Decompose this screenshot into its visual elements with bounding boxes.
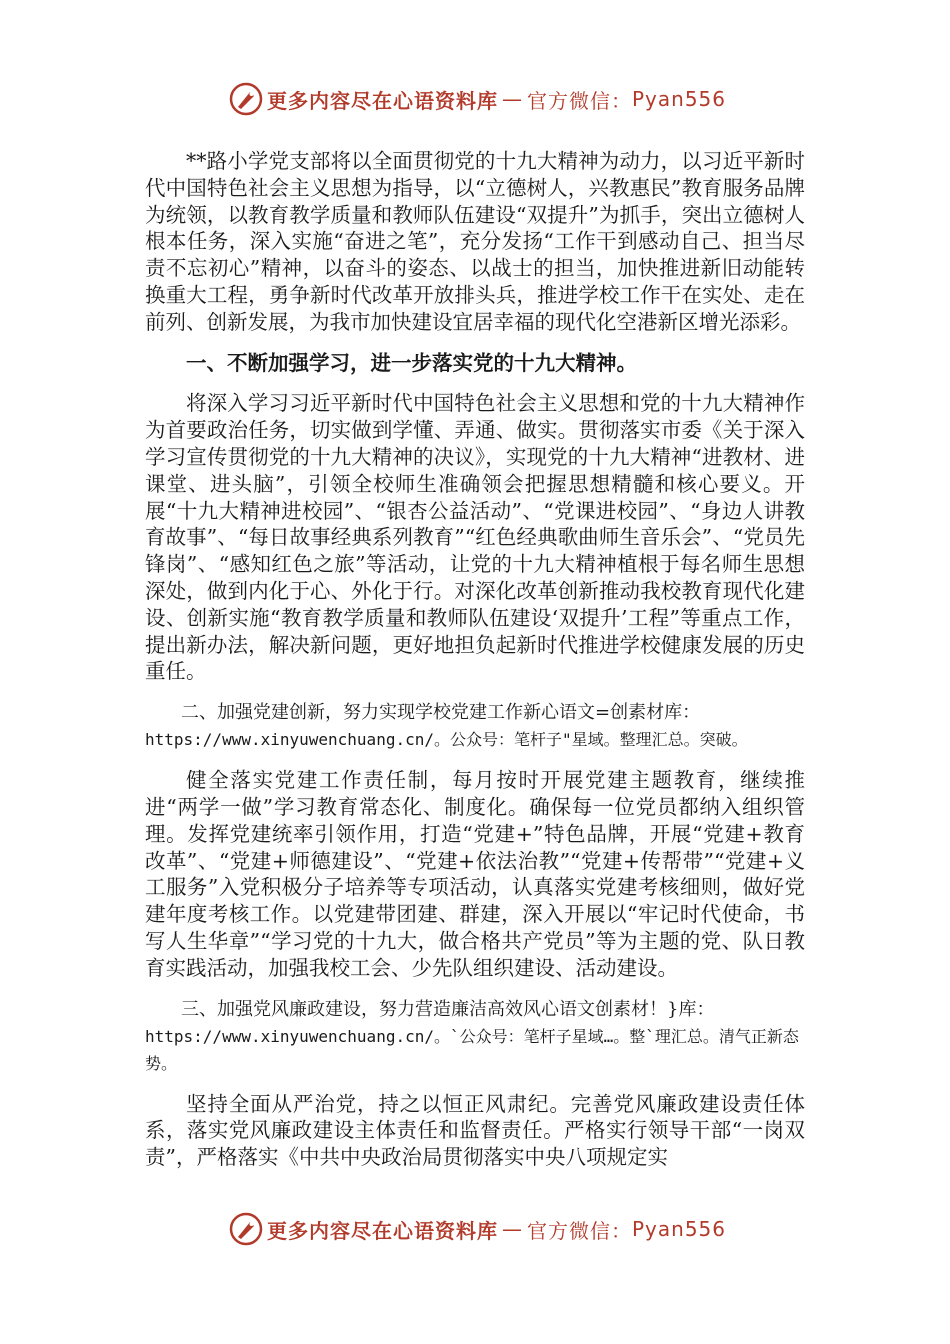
watermark-separator: — bbox=[502, 1217, 523, 1241]
section-heading-3: 三、加强党风廉政建设，努力营造廉洁高效风心语文创素材！}库： bbox=[181, 998, 715, 1020]
watermark-label: 官方微信： bbox=[527, 1218, 632, 1243]
watermark-label: 官方微信： bbox=[527, 88, 632, 113]
section-3-paragraph: 坚持全面从严治党，持之以恒正风肃纪。完善党风廉政建设责任体系，落实党风廉政建设主体责任和监督责任。严格实行领导干部“一岗双责”，严格落实《中共中央政治局贯彻落实中央八项规定实 bbox=[145, 1091, 805, 1170]
header-watermark bbox=[229, 82, 726, 116]
document-body bbox=[145, 148, 805, 1185]
watermark-text: 更多内容尽在心语资料库 bbox=[267, 1218, 498, 1243]
section-heading-2-url: https://www.xinyuwenchuang.cn/。公众号：笔杆子"星域。整理汇总。突破。 bbox=[145, 730, 748, 750]
section-2-paragraph: 健全落实党建工作责任制，每月按时开展党建主题教育，继续推进“两学一做”学习教育常态化、制度化。确保每一位党员都纳入组织管理。发挥党建统率引领作用，打造“党建+”特色品牌，开展“党建+教育改革”、“党建+师德建设”、“党建+依法治教”“党建+传帮带”“党建+义工服务”入党积极分子培养等专项活动，认真落实党建考核细则，做好党建年度考核工作。以党建带团建、群建，深入开展以“牢记时代使命，书写人生华章”“学习党的十九大，做合格共产党员”等为主题的党、队日教育实践活动，加强我校工会、少先队组织建设、活动建设。 bbox=[145, 768, 805, 980]
section-heading-1: 一、不断加强学习，进一步落实党的十九大精神。 bbox=[186, 350, 637, 375]
intro-paragraph: **路小学党支部将以全面贯彻党的十九大精神为动力，以习近平新时代中国特色社会主义思想为指导，以“立德树人，兴教惠民”教育服务品牌为统领，以教育教学质量和教师队伍建设“双提升”为抓手，突出立德树人根本任务，深入实施“奋进之笔”，充分发扬“工作干到感动自己、担当尽责不忘初心”精神，以奋斗的姿态、以战士的担当，加快推进新旧动能转换重大工程，勇争新时代改革开放排头兵，推进学校工作干在实处、走在前列、创新发展，为我市加快建设宜居幸福的现代化空港新区增光添彩。 bbox=[145, 149, 805, 334]
watermark-id: Pyan556 bbox=[632, 87, 727, 111]
pen-nib-icon bbox=[229, 82, 263, 116]
section-heading-3-block bbox=[145, 996, 805, 1077]
footer-watermark bbox=[229, 1212, 726, 1246]
watermark-separator: — bbox=[502, 87, 523, 111]
section-heading-3-url: https://www.xinyuwenchuang.cn/。`公众号：笔杆子星域…。整`理汇总。清气正新态势。 bbox=[145, 1026, 799, 1073]
pen-nib-icon bbox=[229, 1212, 263, 1246]
section-1-paragraph: 将深入学习习近平新时代中国特色社会主义思想和党的十九大精神作为首要政治任务，切实做到学懂、弄通、做实。贯彻落实市委《关于深入学习宣传贯彻党的十九大精神的决议》，实现党的十九大精神“进教材、进课堂、进头脑”，引领全校师生准确领会把握思想精髓和核心要义。开展“十九大精神进校园”、“银杏公益活动”、“党课进校园”、“身边人讲教育故事”、“每日故事经典系列教育”“红色经典歌曲师生音乐会”、“党员先锋岗”、“感知红色之旅”等活动，让党的十九大精神植根于每名师生思想深处，做到内化于心、外化于行。对深化改革创新推动我校教育现代化建设、创新实施“教育教学质量和教师队伍建设‘双提升’工程”等重点工作，提出新办法，解决新问题，更好地担负起新时代推进学校健康发展的历史重任。 bbox=[145, 391, 805, 684]
watermark-id: Pyan556 bbox=[632, 1217, 727, 1241]
watermark-text: 更多内容尽在心语资料库 bbox=[267, 88, 498, 113]
section-heading-2-block bbox=[145, 699, 805, 753]
section-heading-2: 二、加强党建创新，努力实现学校党建工作新心语文=创素材库： bbox=[181, 702, 701, 724]
